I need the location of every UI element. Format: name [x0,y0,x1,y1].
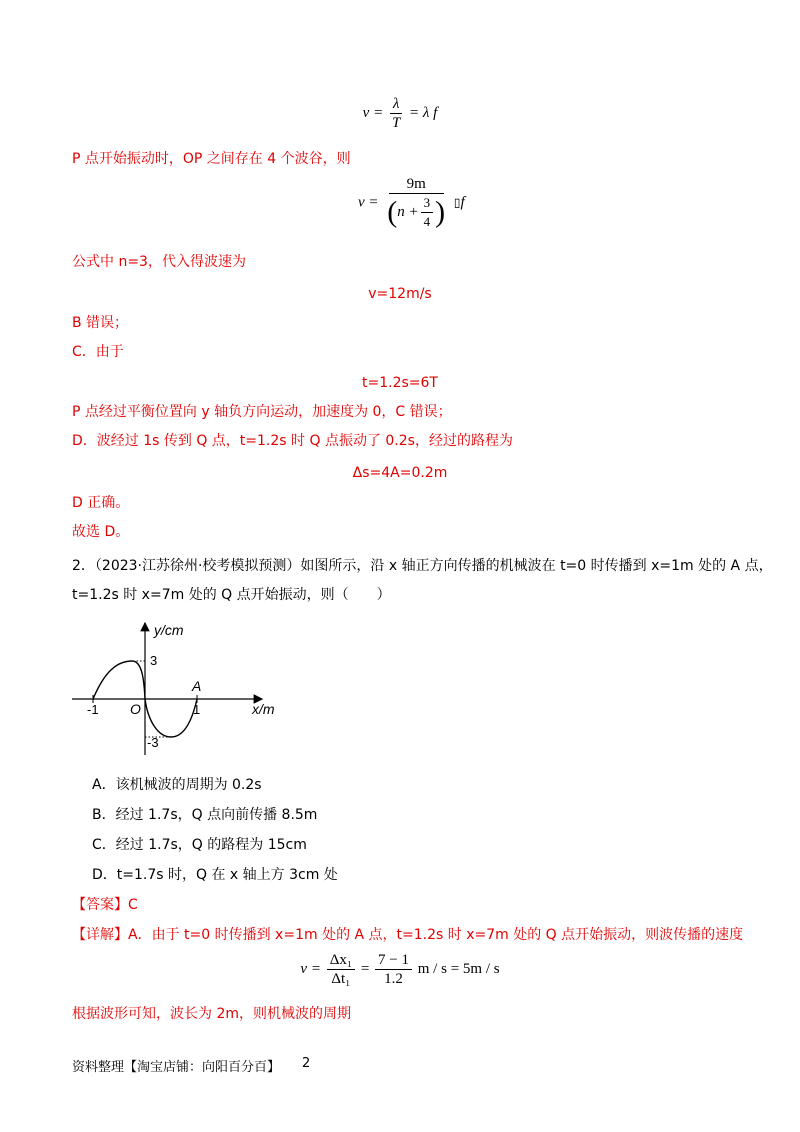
x-axis-label: x/m [252,701,275,717]
v12-line: v=12m/s [368,286,432,302]
b-wrong-line: B 错误； [72,315,129,331]
delta-s-line: Δs=4A=0.2m [352,465,448,481]
detail-line: 【详解】A．由于 t=0 时传播到 x=1m 处的 A 点，t=1.2s 时 x=7m 处的 Q 点开始振动，则波传播的速度 [72,927,744,943]
wave-graph [70,615,280,760]
formula-n-line: 公式中 n=3，代入得波速为 [72,254,246,270]
option-d[interactable]: D．t=1.7s 时，Q 在 x 轴上方 3cm 处 [92,867,338,883]
last-line: 根据波形可知，波长为 2m，则机械波的周期 [72,1006,351,1022]
formula-v-lambda: v = $\frac{\lambda}{T}$ = λ f [362,96,438,131]
option-b[interactable]: B．经过 1.7s，Q 点向前传播 8.5m [92,807,318,823]
footer-text: 资料整理【淘宝店铺：向阳百分百】 [72,1060,281,1075]
formula-v-9m: v = 9m (n + $\frac{3}{4}$ ) ▯f [358,176,465,229]
y-axis-label: y/cm [154,622,184,638]
d-correct-line: D 正确。 [72,495,130,511]
x-pos-label: 1 [193,702,201,717]
question-line-1: 2．（2023·江苏徐州·校考模拟预测）如图所示，沿 x 轴正方向传播的机械波在 t=0 时传播到 x=1m 处的 A 点， [72,558,773,574]
x-neg-label: -1 [87,702,99,717]
origin-label: O [130,701,141,717]
p-passes-line: P 点经过平衡位置向 y 轴负方向运动，加速度为 0，C 错误； [72,404,452,420]
choose-d-line: 故选 D。 [72,524,130,540]
answer-line: 【答案】C [72,897,138,913]
d-line: D．波经过 1s 传到 Q 点，t=1.2s 时 Q 点振动了 0.2s，经过的路程为 [72,433,513,449]
y-pos-label: 3 [150,653,158,668]
page-number: 2 [302,1056,311,1071]
question-line-2: t=1.2s 时 x=7m 处的 Q 点开始振动，则（ ） [72,587,391,603]
c-because-line: C．由于 [72,344,124,360]
option-a[interactable]: A．该机械波的周期为 0.2s [92,777,262,793]
option-c[interactable]: C．经过 1.7s，Q 的路程为 15cm [92,837,307,853]
p-start-line: P 点开始振动时，OP 之间存在 4 个波谷，则 [72,151,351,167]
t-eq-line: t=1.2s=6T [362,375,438,391]
point-a-label: A [192,678,202,694]
formula-v-delta: v = $\frac{\text{Δx₁}}{\text{Δt₁}}$ = $\frac{7 - 1}{1.2}$ m / s = 5m / s [300,952,500,987]
y-neg-label: -3 [147,735,159,750]
